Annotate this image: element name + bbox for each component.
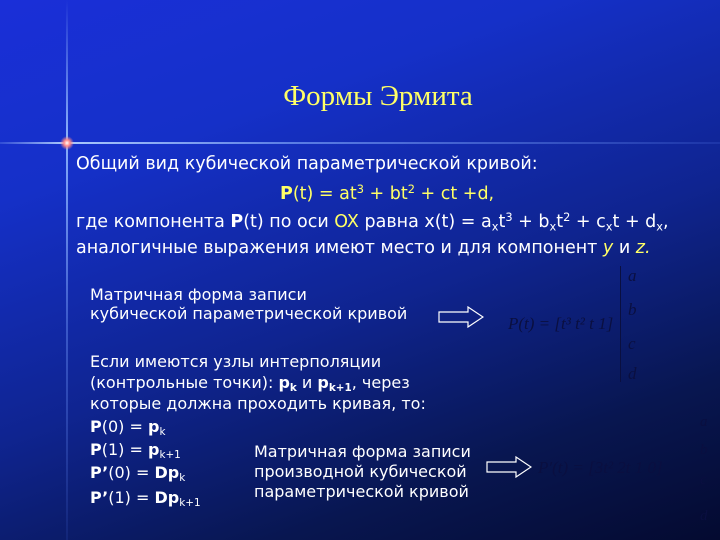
deriv-label-line2: производной кубической bbox=[254, 462, 467, 481]
nodes-line3: которые должна проходить кривая, то: bbox=[90, 394, 426, 413]
matrix-formula: P(t) = [t³ t² t 1] bbox=[508, 314, 614, 333]
nodes-line1: Если имеются узлы интерполяции bbox=[90, 352, 382, 371]
nodes-line2: (контрольные точки): $p_k$ и $p_{k+1}$, через bbox=[90, 373, 410, 395]
condition-dp1: P’(1) = $Dp_{k+1}$ bbox=[90, 488, 201, 510]
slide-title: Формы Эрмита bbox=[283, 80, 473, 112]
matrix-label-line1: Матричная форма записи bbox=[90, 285, 307, 304]
deriv-formula: P′(t) = [3t² 2t 1 0] bbox=[538, 458, 663, 477]
right-arrow-icon bbox=[486, 456, 532, 478]
deriv-vector-d: d bbox=[700, 508, 708, 524]
vector-a: a bbox=[628, 266, 637, 285]
deriv-vector-a: a bbox=[700, 414, 708, 430]
condition-dp0: P’(0) = $Dp_k$ bbox=[90, 463, 186, 485]
condition-p1: $P(1) = p_{k+1}$ bbox=[90, 440, 181, 462]
deriv-label-line3: параметрической кривой bbox=[254, 482, 469, 501]
vector-b: b bbox=[628, 300, 637, 319]
vector-bracket bbox=[620, 266, 621, 382]
deriv-vector-c: c bbox=[700, 472, 707, 488]
deriv-label-line1: Матричная форма записи bbox=[254, 442, 471, 461]
right-arrow-icon bbox=[438, 306, 484, 328]
condition-p0: $P(0) = p_k$ bbox=[90, 417, 166, 439]
horizontal-light-line bbox=[0, 142, 720, 144]
general-equation: $P(t) = at^3 + bt^2$ + ct +d, bbox=[280, 181, 495, 204]
component-equation: где компонента P(t) по оси OX равна $x(t) = a_xt^3 + b_xt^2 + c_xt + d_x$, bbox=[76, 209, 669, 234]
matrix-label-line2: кубической параметрической кривой bbox=[90, 304, 408, 323]
vector-c: c bbox=[628, 334, 636, 353]
analogous-text: аналогичные выражения имеют место и для компонент y и z. bbox=[76, 238, 651, 258]
vector-d: d bbox=[628, 364, 637, 383]
intro-text: Общий вид кубической параметрической кривой: bbox=[76, 154, 538, 174]
lens-flare-icon bbox=[60, 136, 74, 150]
deriv-vector-b: b bbox=[700, 442, 708, 458]
